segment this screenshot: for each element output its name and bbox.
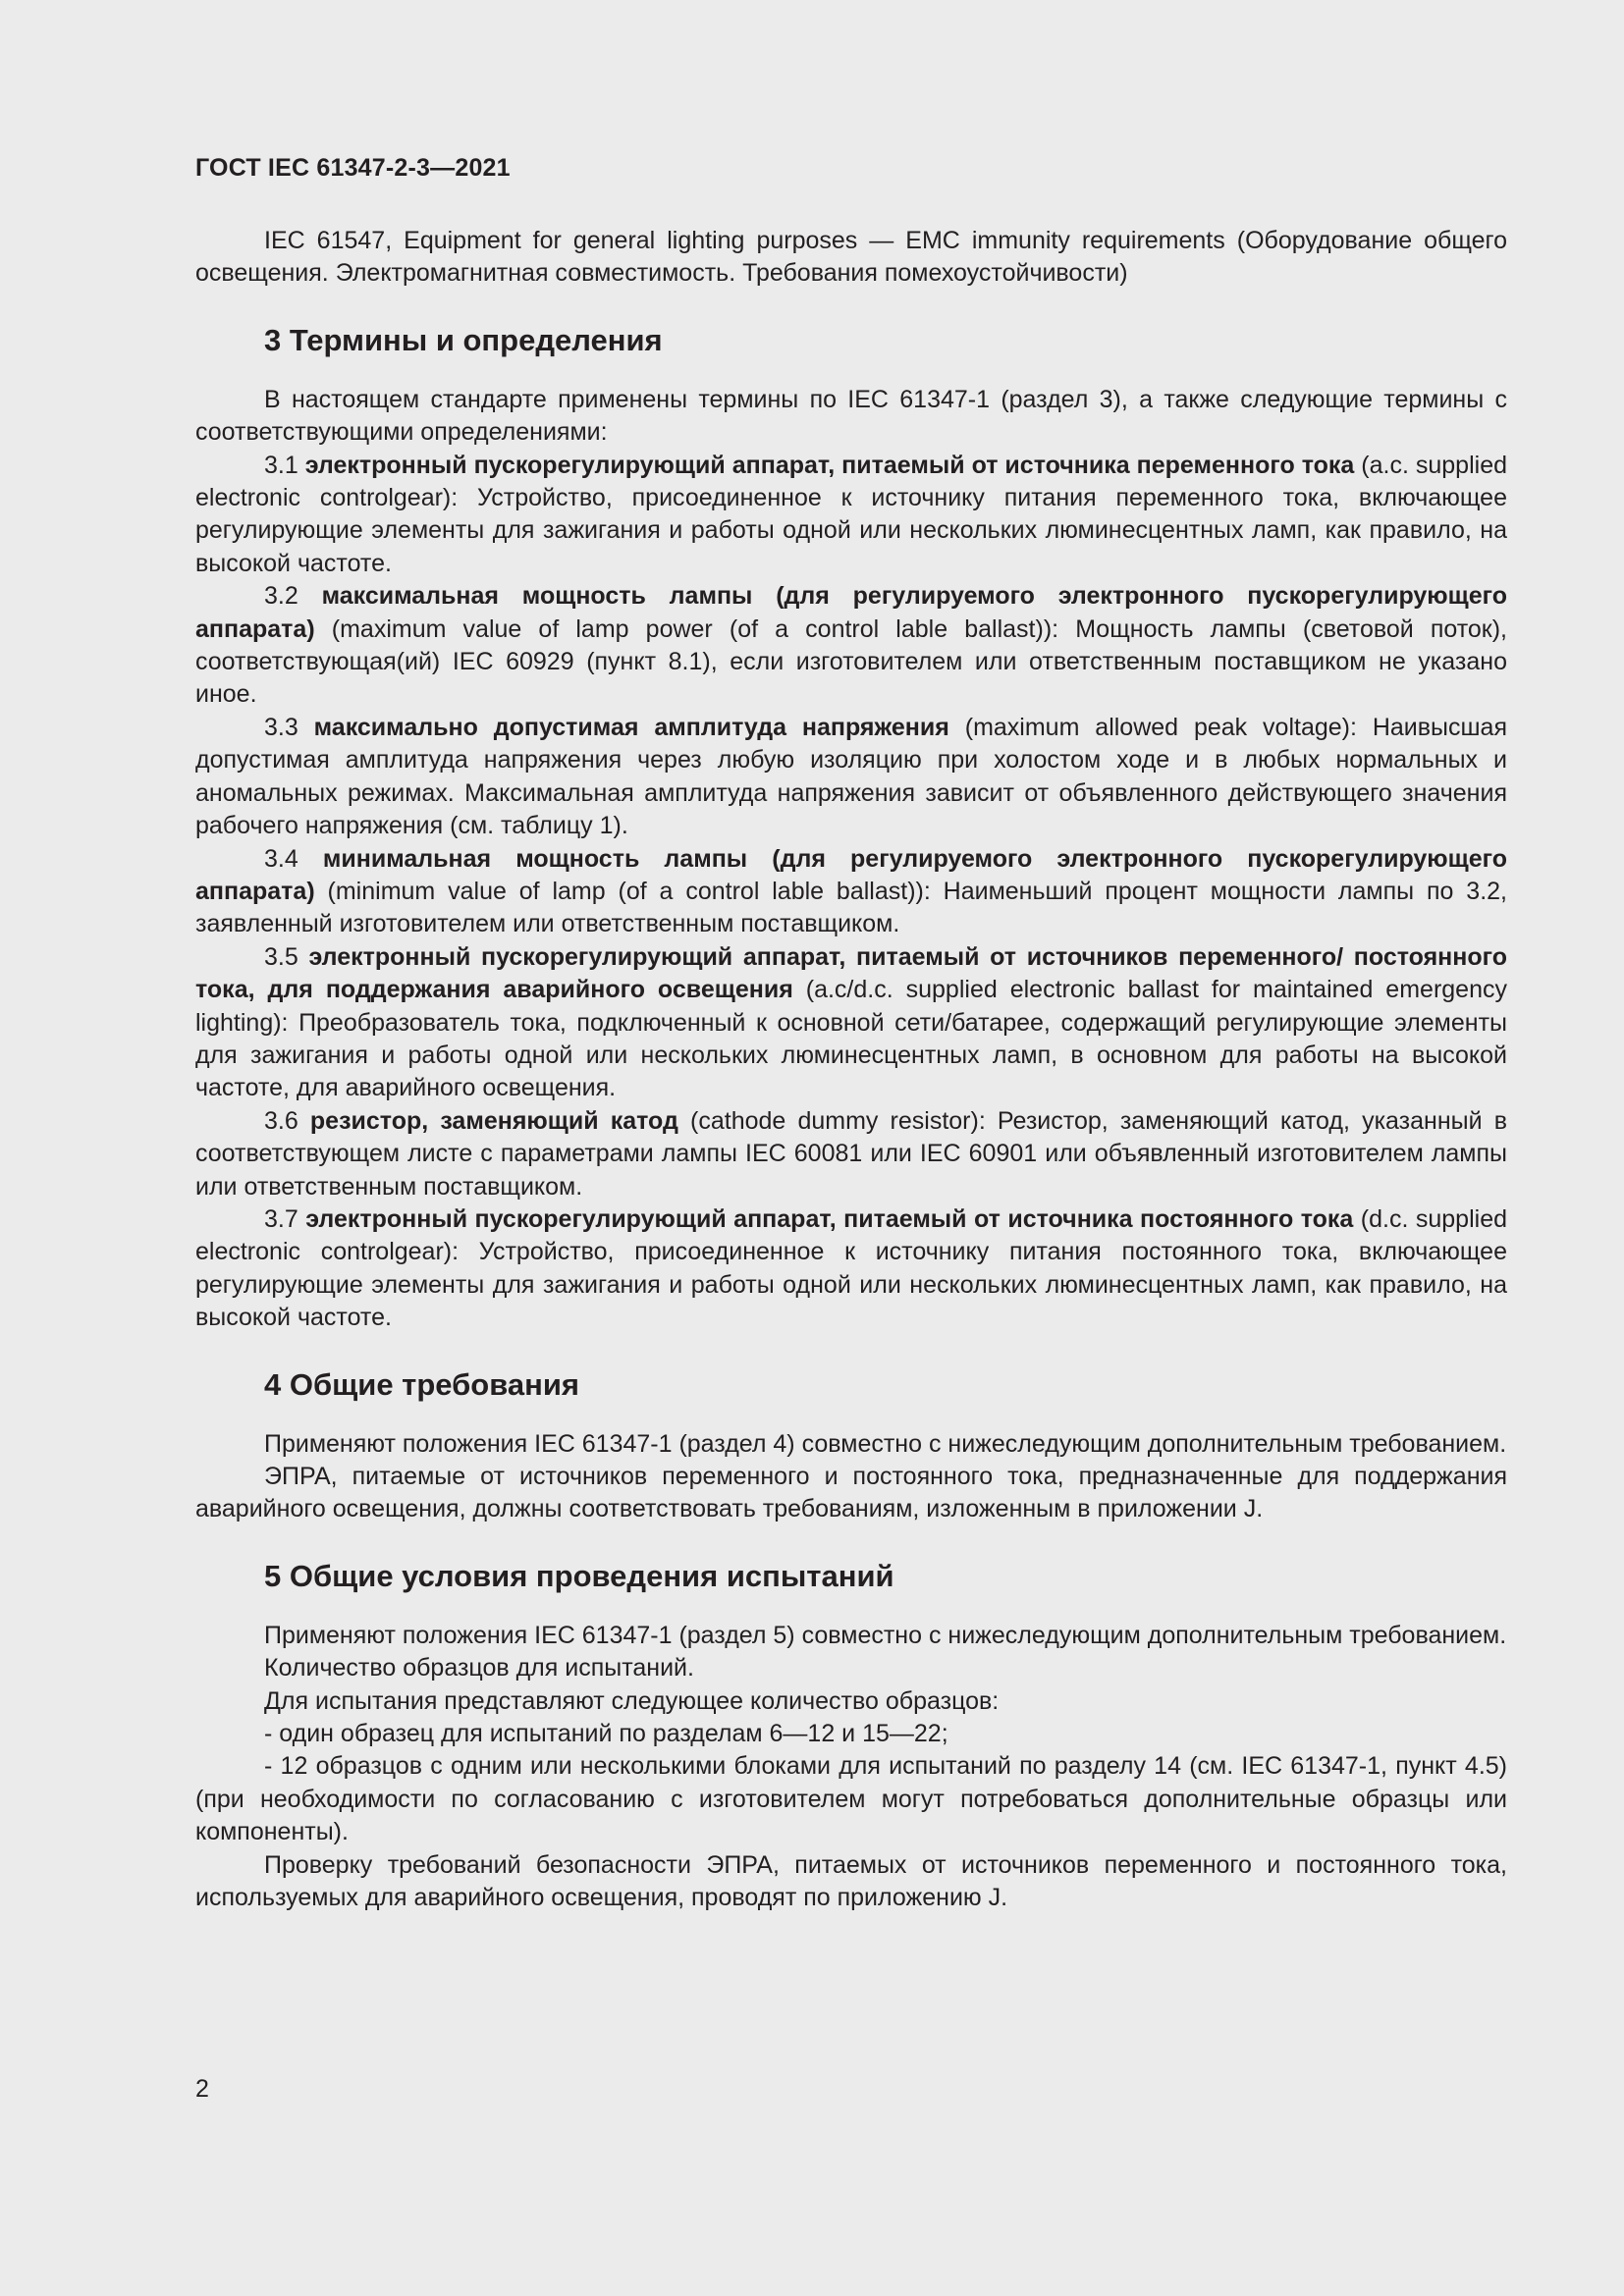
term-3-4 bbox=[195, 843, 1507, 941]
term-number: 3.5 bbox=[264, 942, 309, 971]
section-4-paragraph: ЭПРА, питаемые от источников переменного и постоянного тока, предназначенные для поддержания аварийного освещения, должны соответствовать требованиям, изложенным в приложении J. bbox=[195, 1463, 1507, 1523]
term-definition: (d.c. supplied electronic controlgear): Устройство, присоединенное к источнику питания постоянного тока, включающее регулирующие элементы для зажигания и работы одной или нескольких люминесцентных ламп, как правило, на высокой частоте. bbox=[195, 1204, 1507, 1332]
section-5-paragraph: Количество образцов для испытаний. bbox=[264, 1654, 694, 1682]
section-5-paragraph: Для испытания представляют следующее количество образцов: bbox=[264, 1686, 1000, 1715]
term-3-5 bbox=[195, 941, 1507, 1105]
term-number: 3.4 bbox=[264, 844, 323, 873]
term-number: 3.7 bbox=[264, 1204, 306, 1233]
term-definition: (minimum value of lamp (of a control lable ballast)): Наименьший процент мощности лампы по 3.2, заявленный изготовителем или ответственным поставщиком. bbox=[195, 877, 1507, 938]
term-name: резистор, заменяющий катод bbox=[309, 1106, 678, 1135]
document-body bbox=[195, 225, 1507, 1914]
term-name: электронный пускорегулирующий аппарат, питаемый от источника переменного тока bbox=[304, 451, 1355, 479]
section-5-paragraph: Проверку требований безопасности ЭПРА, питаемых от источников переменного и постоянного тока, используемых для аварийного освещения, проводят по приложению J. bbox=[195, 1850, 1507, 1912]
section-5-title: 5 Общие условия проведения испытаний bbox=[264, 1558, 894, 1593]
term-number: 3.1 bbox=[264, 451, 305, 479]
section-5-list-item: - один образец для испытаний по разделам 6—12 и 15—22; bbox=[264, 1720, 948, 1748]
normative-reference-iec61547: IEC 61547, Equipment for general lighting purposes — EMC immunity requirements (Оборудование общего освещения. Электромагнитная совместимость. Требования помехоустойчивости) bbox=[195, 227, 1507, 288]
term-3-6 bbox=[195, 1105, 1507, 1203]
section-4-paragraph: Применяют положения IEC 61347-1 (раздел 4) совместно с нижеследующим дополнительным требованием. bbox=[264, 1429, 1507, 1458]
page-number: 2 bbox=[195, 2075, 209, 2103]
section-3-title: 3 Термины и определения bbox=[264, 322, 663, 357]
term-name: максимальная мощность лампы (для регулируемого электронного пускорегулирующего аппарата) bbox=[195, 582, 1508, 643]
document-code-header: ГОСТ IEC 61347-2-3—2021 bbox=[195, 154, 511, 182]
section-5-list-item: - 12 образцов с одним или несколькими блоками для испытаний по разделу 14 (см. IEC 61347-1, пункт 4.5) (при необходимости по согласованию с изготовителем могут потребоваться дополнительные образцы или компоненты). bbox=[195, 1752, 1507, 1846]
term-3-1 bbox=[195, 450, 1507, 581]
section-3-intro: В настоящем стандарте применены термины по IEC 61347-1 (раздел 3), а также следующие термины с соответствующими определениями: bbox=[195, 385, 1507, 447]
term-number: 3.6 bbox=[264, 1106, 310, 1135]
term-definition: (maximum allowed peak voltage): Наивысшая допустимая амплитуда напряжения через любую изоляцию при холостом ходе и в любых нормальных и аномальных режимах. Максимальная амплитуда напряжения зависит от объявленного действующего значения рабочего напряжения (см. таблицу 1). bbox=[195, 713, 1507, 840]
term-3-7 bbox=[195, 1203, 1507, 1335]
term-number: 3.2 bbox=[264, 582, 322, 611]
term-name: максимально допустимая амплитуда напряжения bbox=[313, 713, 949, 741]
term-name: электронный пускорегулирующий аппарат, питаемый от источников переменного/ постоянного тока, для поддержания аварийного освещения bbox=[195, 942, 1508, 1004]
section-5-paragraph: Применяют положения IEC 61347-1 (раздел 5) совместно с нижеследующим дополнительным требованием. bbox=[264, 1621, 1507, 1649]
term-definition: (a.c. supplied electronic controlgear): Устройство, присоединенное к источнику питания переменного тока, включающее регулирующие элементы для зажигания и работы одной или нескольких люминесцентных ламп, как правило, на высокой частоте. bbox=[195, 451, 1507, 577]
term-3-2 bbox=[195, 580, 1507, 712]
term-name: минимальная мощность лампы (для регулируемого электронного пускорегулирующего аппарата) bbox=[195, 844, 1507, 905]
term-definition: (cathode dummy resistor): Резистор, заменяющий катод, указанный в соответствующем листе с параметрами лампы IEC 60081 или IEC 60901 или объявленный изготовителем лампы или ответственным поставщиком. bbox=[195, 1106, 1508, 1201]
term-definition: (a.c/d.c. supplied electronic ballast for maintained emergency lighting): Преобразователь тока, подключенный к основной сети/батарее, содержащий регулирующие элементы для зажигания и работы одной или нескольких люминесцентных ламп, в основном для работы на высокой частоте, для аварийного освещения. bbox=[195, 976, 1507, 1102]
term-definition: (maximum value of lamp power (of a control lable ballast)): Мощность лампы (световой поток), соответствующая(ий) IEC 60929 (пункт 8.1), если изготовителем или ответственным поставщиком не указано иное. bbox=[195, 614, 1507, 709]
term-3-3 bbox=[195, 712, 1507, 843]
term-name: электронный пускорегулирующий аппарат, питаемый от источника постоянного тока bbox=[305, 1204, 1354, 1233]
term-number: 3.3 bbox=[264, 713, 314, 741]
section-4-title: 4 Общие требования bbox=[264, 1366, 579, 1402]
